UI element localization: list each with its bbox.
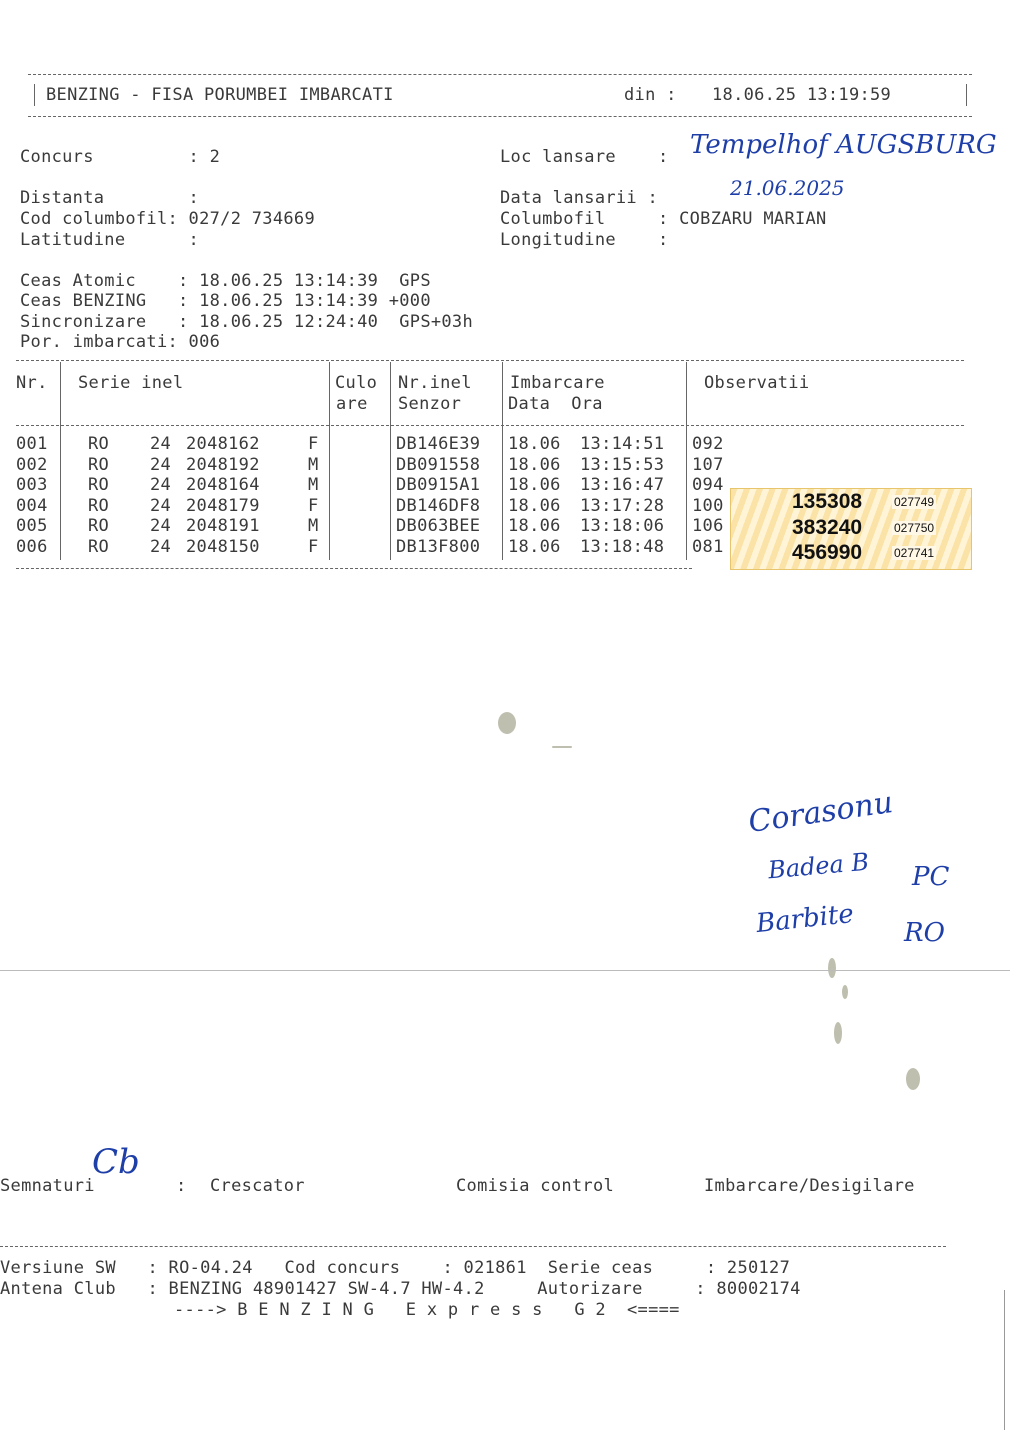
scan-speck [842,985,848,999]
table-cell-ora: 13:18:48 [580,536,665,557]
table-cell-tara: RO [88,536,110,557]
table-cell-data: 18.06 [508,495,561,516]
table-col-divider [60,362,61,560]
footer-versiune-line: Versiune SW : RO-04.24 Cod concurs : 021861 Serie ceas : 250127 [0,1258,791,1278]
table-cell-obs: 107 [692,454,724,475]
table-cell-ora: 13:18:06 [580,516,665,536]
table-cell-nr: 004 [16,495,48,516]
col-header-nr: Nr. [16,373,48,393]
table-cell-obs: 081 [692,536,724,557]
print-date-label: din : [624,85,677,105]
table-cell-sex: M [308,475,319,495]
table-col-divider [329,362,330,560]
table-cell-sex: F [308,495,319,516]
table-cell-sex: M [308,454,319,475]
scan-edge-line [1004,1290,1005,1430]
col-header-culoare-2: are [336,394,368,414]
ceas-benzing-field: Ceas BENZING : 18.06.25 13:14:39 +000 [20,291,431,311]
table-cell-ora: 13:17:28 [580,495,665,516]
table-cell-obs: 100 [692,495,724,516]
header-top-border [28,74,972,75]
table-cell-senzor: DB091558 [396,454,481,475]
table-cell-data: 18.06 [508,475,561,495]
handwritten-initials: RO [904,918,945,948]
table-cell-sex: M [308,516,319,536]
columbofil-field: Columbofil : COBZARU MARIAN [500,209,827,229]
table-cell-nr: 003 [16,475,48,495]
table-cell-inel: 2048191 [186,516,260,536]
seal-number: 135308 [792,490,863,513]
scan-speck [906,1068,920,1090]
table-cell-ora: 13:16:47 [580,475,665,495]
table-cell-obs: 092 [692,434,724,454]
document-title: BENZING - FISA PORUMBEI IMBARCATI [46,85,394,105]
loc-lansare-handwritten: Tempelhof AUGSBURG [690,130,997,160]
cod-columbofil-field: Cod columbofil: 027/2 734669 [20,209,315,229]
seal-number: 383240 [792,515,863,539]
table-col-divider [390,362,391,560]
table-cell-nr: 002 [16,454,48,475]
table-cell-senzor: DB13F800 [396,536,481,557]
table-cell-an: 24 [150,495,172,516]
table-cell-senzor: DB146DF8 [396,495,481,516]
print-date-value: 18.06.25 13:19:59 [712,85,892,105]
longitudine-field: Longitudine : [500,230,669,250]
latitudine-field: Latitudine : [20,230,200,250]
table-col-divider [686,362,687,560]
table-top-border [16,360,964,361]
table-cell-an: 24 [150,434,172,454]
col-header-culoare: Culo [335,373,378,393]
seal-code: 027741 [894,546,935,560]
handwritten-initials: PC [912,862,950,892]
table-cell-an: 24 [150,454,172,475]
sincronizare-field: Sincronizare : 18.06.25 12:24:40 GPS+03h [20,312,473,332]
table-cell-obs: 094 [692,475,724,495]
table-cell-inel: 2048179 [186,495,260,516]
crescator-label: Crescator [210,1176,305,1196]
col-header-imbarcare: Imbarcare [510,373,605,393]
table-cell-inel: 2048150 [186,536,260,557]
table-cell-sex: F [308,434,319,454]
seal-number: 456990 [792,541,863,564]
distanta-field: Distanta : [20,188,200,208]
comisia-control-label: Comisia control [456,1176,615,1196]
table-cell-nr: 006 [16,536,48,557]
scan-speck [834,1022,842,1044]
semnaturi-colon: : [176,1176,187,1196]
table-cell-an: 24 [150,516,172,536]
ceas-atomic-field: Ceas Atomic : 18.06.25 13:14:39 GPS [20,271,431,291]
table-cell-ora: 13:15:53 [580,454,665,475]
scan-speck [552,746,572,748]
table-col-divider [502,362,503,560]
header-right-border [966,84,967,106]
data-lansarii-handwritten: 21.06.2025 [730,176,845,200]
footer-antena-line: Antena Club : BENZING 48901427 SW-4.7 HW-4.2 Autorizare : 80002174 [0,1279,801,1299]
crescator-signature: Cb [92,1142,140,1182]
scan-speck [828,958,836,978]
col-header-dataora: Data Ora [508,394,603,414]
table-cell-sex: F [308,536,319,557]
handwritten-signature: Badea B [766,847,871,885]
concurs-field: Concurs : 2 [20,147,221,167]
header-left-border [34,84,35,106]
col-header-observatii: Observatii [704,373,810,393]
porumbei-imbarcati-field: Por. imbarcati: 006 [20,332,221,352]
col-header-serie: Serie inel [78,373,184,393]
table-cell-senzor: DB0915A1 [396,475,481,495]
table-cell-senzor: DB063BEE [396,516,481,536]
imbarcare-desigilare-label: Imbarcare/Desigilare [704,1176,915,1196]
table-cell-tara: RO [88,475,110,495]
table-cell-tara: RO [88,516,110,536]
table-bottom-border [16,568,692,569]
header-bottom-border [28,116,972,117]
table-cell-inel: 2048162 [186,434,260,454]
table-cell-nr: 005 [16,516,48,536]
table-cell-data: 18.06 [508,536,561,557]
table-cell-inel: 2048164 [186,475,260,495]
table-header-border [16,425,964,426]
col-header-nrinel: Nr.inel [398,373,472,393]
table-cell-an: 24 [150,536,172,557]
scan-fold-line [0,970,1010,971]
col-header-senzor: Senzor [398,394,462,414]
table-cell-inel: 2048192 [186,454,260,475]
table-cell-tara: RO [88,434,110,454]
scan-speck [498,712,516,734]
handwritten-signature: Barbite [754,898,856,940]
loc-lansare-label: Loc lansare : [500,147,669,167]
table-cell-data: 18.06 [508,434,561,454]
semnaturi-label: Semnaturi [0,1176,95,1196]
handwritten-signature: Corasonu [746,785,896,840]
table-cell-tara: RO [88,454,110,475]
footer-brand-line: ----> B E N Z I N G E x p r e s s G 2 <==== [174,1300,680,1320]
table-cell-obs: 106 [692,516,724,536]
table-cell-senzor: DB146E39 [396,434,481,454]
seal-code: 027749 [894,495,935,509]
table-cell-data: 18.06 [508,516,561,536]
data-lansarii-label: Data lansarii : [500,188,659,208]
table-cell-an: 24 [150,475,172,495]
table-cell-nr: 001 [16,434,48,454]
footer-top-border [0,1246,946,1247]
table-cell-ora: 13:14:51 [580,434,665,454]
table-cell-data: 18.06 [508,454,561,475]
table-cell-tara: RO [88,495,110,516]
seal-code: 027750 [894,520,935,535]
